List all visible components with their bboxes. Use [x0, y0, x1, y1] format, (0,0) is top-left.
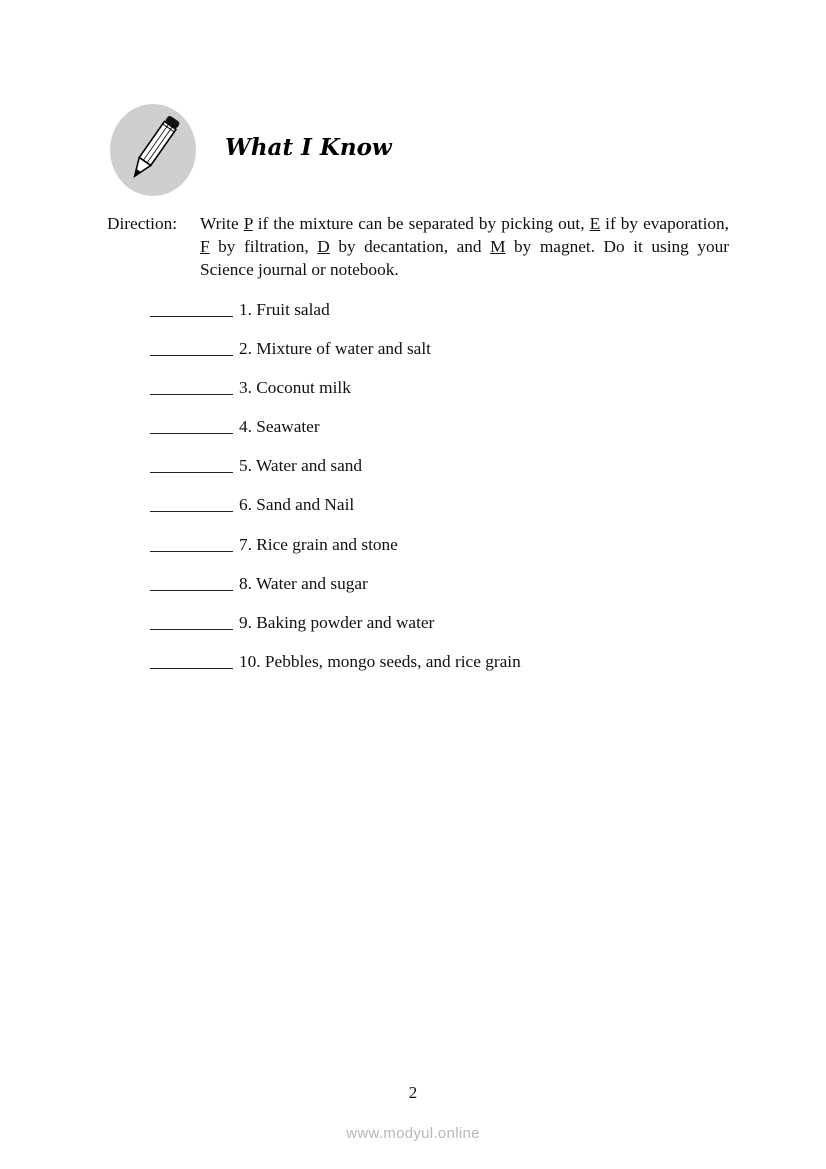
question-text: 3. Coconut milk	[239, 378, 351, 398]
question-item	[150, 535, 521, 574]
answer-blank[interactable]	[150, 339, 233, 356]
direction-text-part: by filtration,	[209, 237, 318, 256]
question-text: 1. Fruit salad	[239, 300, 330, 319]
option-letter-d: D	[317, 237, 330, 256]
question-item	[150, 495, 521, 534]
question-text: 10. Pebbles, mongo seeds, and rice grain	[239, 651, 521, 671]
answer-blank[interactable]	[150, 495, 233, 512]
direction-text-part: Write	[200, 214, 244, 233]
question-text: 8. Water and sugar	[239, 573, 368, 593]
direction-text-part: by magnet. Do it using your Science journal or notebook.	[200, 237, 729, 279]
question-text: 9. Baking powder and water	[239, 612, 435, 632]
direction-text-part: if the mixture can be separated by picking out,	[252, 214, 590, 233]
answer-blank[interactable]	[150, 378, 233, 395]
direction-text-part: by decantation, and	[329, 237, 491, 256]
option-letter-e: E	[589, 214, 601, 233]
question-item	[150, 339, 521, 378]
question-text: 7. Rice grain and stone	[239, 534, 398, 554]
pencil-icon-badge	[110, 104, 196, 196]
answer-blank[interactable]	[150, 417, 233, 434]
option-letter-f: F	[200, 237, 210, 256]
direction-paragraph	[107, 212, 729, 281]
question-item	[150, 378, 521, 417]
direction-label: Direction:	[107, 214, 178, 233]
answer-blank[interactable]	[150, 535, 233, 552]
page-number: 2	[408, 1083, 418, 1102]
watermark: www.modyul.online	[346, 1125, 480, 1142]
question-text: 6. Sand and Nail	[239, 495, 355, 515]
answer-blank[interactable]	[150, 574, 233, 591]
question-item	[150, 613, 521, 652]
pencil-icon	[110, 104, 196, 196]
question-item	[150, 300, 521, 339]
question-text: 5. Water and sand	[239, 456, 363, 476]
direction-text	[200, 212, 729, 281]
answer-blank[interactable]	[150, 456, 233, 473]
question-text: 2. Mixture of water and salt	[239, 339, 431, 359]
answer-blank[interactable]	[150, 613, 233, 630]
question-list	[150, 300, 521, 691]
answer-blank[interactable]	[150, 300, 233, 317]
question-item	[150, 574, 521, 613]
question-item	[150, 417, 521, 456]
option-letter-m: M	[490, 237, 506, 256]
question-item	[150, 652, 521, 691]
section-title: What I Know	[225, 134, 392, 161]
direction-text-part: if by evaporation,	[600, 214, 729, 233]
question-text: 4. Seawater	[239, 417, 320, 437]
question-item	[150, 456, 521, 495]
option-letter-p: P	[243, 214, 253, 233]
answer-blank[interactable]	[150, 652, 233, 669]
